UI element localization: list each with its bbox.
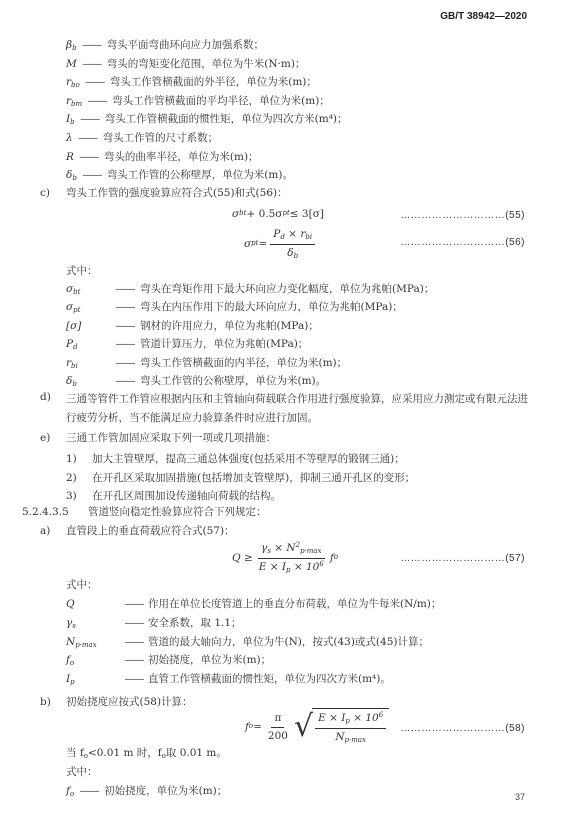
definition-item: $\gamma_s$ —— 安全系数，取 1.1； xyxy=(66,616,242,630)
item-d-marker: d) xyxy=(40,391,51,403)
definition-text: 弯头工作管横截面的外半径，单位为米(m)； xyxy=(109,76,317,89)
definition-item: $\delta_b$ —— 弯头工作管的公称壁厚，单位为米(m)。 xyxy=(66,375,327,388)
definition-symbol: $\gamma_s$ xyxy=(66,616,76,630)
fraction: $\frac{P_d \times r_{bi}}{\delta_b}$ xyxy=(270,227,315,262)
sub-item-marker: 1) xyxy=(66,453,77,465)
definition-item: $f_o$ —— 初始挠度，单位为米(m)； xyxy=(66,654,272,668)
definition-symbol: [σ] xyxy=(66,319,82,332)
definition-text: 弯头工作管横截面的惯性矩，单位为四次方米(m⁴)； xyxy=(104,113,348,126)
definition-item: R —— 弯头的曲率半径，单位为米(m)； xyxy=(66,150,259,163)
definition-text: 作用在单位长度管道上的垂直分布荷载，单位为牛每米(N/m)； xyxy=(148,598,442,610)
definition-text: 弯头工作管的公称壁厚，单位为米(m)。 xyxy=(140,375,327,387)
definition-item: $f_o$ —— 初始挠度，单位为米(m)； xyxy=(66,785,228,798)
sub-item-text: 加大主管壁厚，提高三通总体强度(包括采用不等壁厚的锻钢三通)； xyxy=(92,453,405,465)
section-number: 5.2.4.3.5 xyxy=(22,506,69,518)
item-d-text: 三通等管件工作管应根据内压和主管轴向荷载联合作用进行强度验算，应采用应力测定或有限元法进行疲劳分析，当不能满足应力验算条件时应进行加固。 xyxy=(66,393,528,424)
definition-symbol: $I_p$ xyxy=(66,673,75,687)
equation-55: σ bt + 0.5σ pt ≤ 3[σ] xyxy=(232,208,324,220)
item-b-text: 初始挠度应按式(58)计算： xyxy=(66,696,193,708)
definition-item: $\delta_b$ —— 弯头工作管的公称壁厚，单位为米(m)。 xyxy=(66,169,293,183)
definition-item: Q —— 作用在单位长度管道上的垂直分布荷载，单位为牛每米(N/m)； xyxy=(66,598,442,610)
definition-item: $P_d$ —— 管道计算压力，单位为兆帕(MPa)； xyxy=(66,338,309,352)
definition-item: $r_{bm}$ —— 弯头工作管横截面的平均半径，单位为米(m)； xyxy=(66,94,330,108)
definition-text: 钢材的许用应力，单位为兆帕(MPa)； xyxy=(140,319,319,332)
definition-text: 弯头工作管的尺寸系数； xyxy=(102,132,219,144)
item-text: 弯头工作管的强度验算应符合式(55)和式(56)： xyxy=(66,187,288,199)
definition-symbol: $f_o$ xyxy=(66,654,75,668)
definition-item: $r_{bi}$ —— 弯头工作管横截面的内半径，单位为米(m)； xyxy=(66,356,348,370)
definition-text: 弯头工作管横截面的平均半径，单位为米(m)； xyxy=(112,94,330,107)
item-e-text: 三通工作管加固应采取下列一项或几项措施： xyxy=(66,432,276,444)
definition-item: $I_b$ —— 弯头工作管横截面的惯性矩，单位为四次方米(m⁴)； xyxy=(66,113,348,127)
definition-symbol: $I_b$ xyxy=(66,113,75,127)
definition-item: $r_{bo}$ —— 弯头工作管横截面的外半径，单位为米(m)； xyxy=(66,76,317,90)
page-number: 37 xyxy=(514,792,525,803)
definition-text: 管道的最大轴向力，单位为牛(N)，按式(43)或式(45)计算； xyxy=(148,635,429,648)
definition-symbol: $\beta_b$ xyxy=(66,39,77,52)
fraction-inner: $\frac{E \times I_p \times 10^6}{N_{p\cdot max}}$ xyxy=(315,711,386,746)
definition-text: 初始挠度，单位为米(m)； xyxy=(104,785,228,797)
definition-text: 弯头的曲率半径，单位为米(m)； xyxy=(103,150,259,163)
equation-number-58: …………………………(58) xyxy=(400,723,525,734)
equation-57: Q ≥ $\frac{\gamma_s \times N^2_{p\cdot max}}{E \times I_p \times 10^6}$ f o xyxy=(232,541,338,574)
definition-symbol: λ xyxy=(66,132,73,144)
definition-item: $\beta_b$ —— 弯头平面弯曲环向应力加强系数； xyxy=(66,39,265,52)
condition-line: 当 $f_o<0.01$ m 时，$f_o$取 0.01 m。 xyxy=(66,747,227,760)
definition-symbol: Q xyxy=(66,598,75,610)
equation-number-57: …………………………(57) xyxy=(400,553,525,564)
sub-item-marker: 2) xyxy=(66,471,77,484)
item-b-marker: b) xyxy=(40,696,51,708)
definition-item: $N_{p\cdot max}$ —— 管道的最大轴向力，单位为牛(N)，按式(43)或式(45)计算； xyxy=(66,635,429,649)
item-marker: c) xyxy=(40,187,50,199)
item-e-marker: e) xyxy=(40,432,51,444)
definition-symbol: $N_{p\cdot max}$ xyxy=(66,635,97,649)
fraction: $\frac{\gamma_s \times N^2_{p\cdot max}}{E \times I_p \times 10^6}$ xyxy=(258,541,324,574)
definition-text: 管道计算压力，单位为兆帕(MPa)； xyxy=(140,338,309,351)
definition-symbol: $r_{bo}$ xyxy=(66,76,80,90)
definition-item: λ —— 弯头工作管的尺寸系数； xyxy=(66,132,219,144)
definition-symbol: $P_d$ xyxy=(66,338,78,352)
shizhong-label-3: 式中： xyxy=(66,766,98,778)
shizhong-label: 式中： xyxy=(66,265,98,277)
definition-text: 直管工作管横截面的惯性矩，单位为四次方米(m⁴)。 xyxy=(148,673,391,686)
definition-text: 弯头工作管的公称壁厚，单位为米(m)。 xyxy=(106,169,293,182)
definition-item: [σ] —— 钢材的许用应力，单位为兆帕(MPa)； xyxy=(66,319,319,332)
definition-symbol: $\sigma_{pt}$ xyxy=(66,301,81,315)
definition-item: $\sigma_{pt}$ —— 弯头在内压作用下的最大环向应力，单位为兆帕(MPa)； xyxy=(66,301,403,315)
equation-56: σ pt = $\frac{P_d \times r_{bi}}{\delta_b}$ xyxy=(244,227,318,262)
definition-text: 弯头的弯矩变化范围，单位为牛米(N·m)； xyxy=(106,57,306,70)
definition-symbol: $\delta_b$ xyxy=(66,169,77,183)
equation-number-56: …………………………(56) xyxy=(400,237,525,248)
definition-text: 弯头在弯矩作用下最大环向应力变化幅度，单位为兆帕(MPa)； xyxy=(140,283,435,295)
definition-symbol: $f_o$ xyxy=(66,785,75,798)
item-a-text: 直管段上的垂直荷载应符合式(57)： xyxy=(66,525,235,537)
definition-symbol: $r_{bi}$ xyxy=(66,356,78,370)
definition-symbol: $\sigma_{bt}$ xyxy=(66,283,81,296)
standard-header: GB/T 38942—2020 xyxy=(440,11,527,22)
definition-item: $\sigma_{bt}$ —— 弯头在弯矩作用下最大环向应力变化幅度，单位为兆帕(MPa)； xyxy=(66,283,435,296)
sub-item-marker: 3) xyxy=(66,490,77,503)
fraction-pi: $\frac{\pi}{200}$ xyxy=(267,711,288,742)
sub-item-text: 在开孔区采取加固措施(包括增加支管壁厚)，抑制三通开孔区的变形； xyxy=(92,471,416,484)
section-text: 管道竖向稳定性验算应符合下列规定： xyxy=(88,506,267,518)
definition-text: 弯头在内压作用下的最大环向应力，单位为兆帕(MPa)； xyxy=(140,301,403,314)
shizhong-label-2: 式中： xyxy=(66,579,98,591)
definition-text: 弯头工作管横截面的内半径，单位为米(m)； xyxy=(140,356,348,369)
definition-item: M —— 弯头的弯矩变化范围，单位为牛米(N·m)； xyxy=(66,57,306,70)
equation-58: f o = $\frac{\pi}{200}$ √ $\frac{E \times I_p \times 10^6}{N_{p\cdot max}}$ xyxy=(245,708,389,746)
definition-text: 初始挠度，单位为米(m)； xyxy=(148,654,272,667)
equation-number-55: …………………………(55) xyxy=(400,210,525,221)
definition-item: $I_p$ —— 直管工作管横截面的惯性矩，单位为四次方米(m⁴)。 xyxy=(66,673,391,687)
square-root: √ $\frac{E \times I_p \times 10^6}{N_{p\cdot max}}$ xyxy=(294,708,389,746)
item-a-marker: a) xyxy=(40,525,51,537)
definition-text: 安全系数，取 1.1； xyxy=(148,616,242,629)
definition-symbol: $\delta_b$ xyxy=(66,375,77,388)
definition-symbol: M xyxy=(66,57,77,70)
definition-symbol: R xyxy=(66,150,74,163)
sub-item-text: 在开孔区周围加设传递轴向荷载的结构。 xyxy=(92,490,281,503)
definition-symbol: $r_{bm}$ xyxy=(66,94,83,108)
definition-text: 弯头平面弯曲环向应力加强系数； xyxy=(106,39,265,51)
